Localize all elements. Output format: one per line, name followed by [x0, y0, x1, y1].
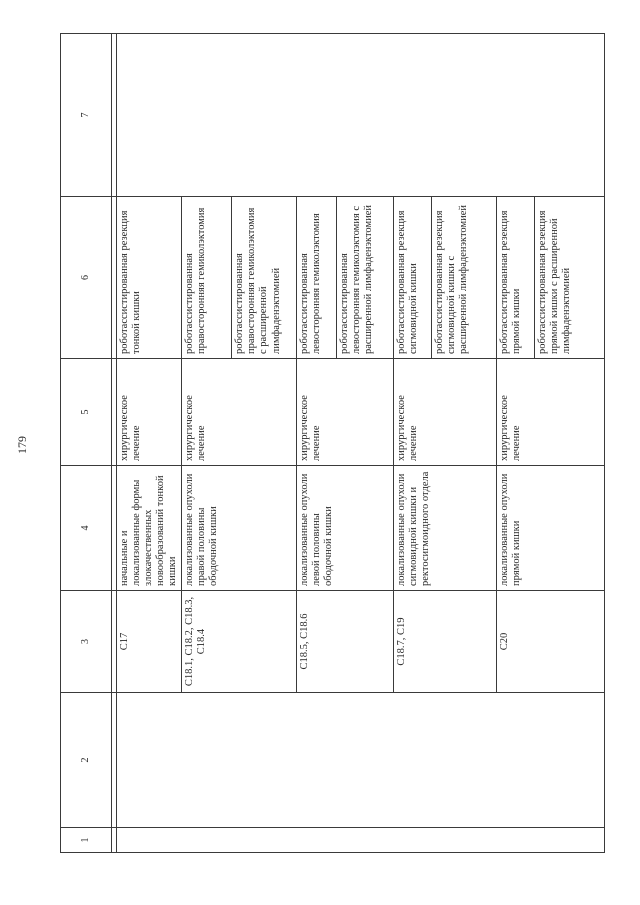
col7-empty-cell: [117, 34, 605, 197]
column-header-6: 6: [61, 197, 112, 359]
treatment-method: роботассистированная правосторонняя гемиколэктомия: [182, 197, 232, 359]
treatment-type: хирургическое лечение: [297, 359, 394, 466]
diagnosis-description: локализованные опухоли прямой кишки: [497, 466, 605, 591]
treatment-method: роботассистированная резекция сигмовидной кишки с расширенной лимфаденэктомией: [432, 197, 497, 359]
col2-empty-cell: [117, 693, 605, 828]
column-header-7: 7: [61, 34, 112, 197]
page-number: 179: [15, 436, 29, 454]
treatment-method: роботассистированная левосторонняя гемиколэктомия: [297, 197, 337, 359]
treatment-type: хирургическое лечение: [182, 359, 297, 466]
treatment-method: роботассистированная резекция сигмовидной кишки: [394, 197, 432, 359]
treatment-type: хирургическое лечение: [497, 359, 605, 466]
treatment-method: роботассистированная правосторонняя гемиколэктомия с расширенной лимфаденэктомией: [232, 197, 297, 359]
diagnosis-code: C17: [117, 591, 182, 693]
column-header-2: 2: [61, 693, 112, 828]
treatment-type: хирургическое лечение: [117, 359, 182, 466]
treatment-type: хирургическое лечение: [394, 359, 497, 466]
diagnosis-description: локализованные опухоли сигмовидной кишки и ректосигмоидного отдела: [394, 466, 497, 591]
diagnosis-description: локализованные опухоли правой половины ободочной кишки: [182, 466, 297, 591]
treatment-method: роботассистированная резекция прямой кишки с расширенной лимфаденэктомией: [535, 197, 605, 359]
table-wrapper: [60, 34, 587, 853]
diagnosis-description: начальные и локализованные формы злокачественных новообразований тонкой кишки: [117, 466, 182, 591]
diagnosis-code: C18.5, C18.6: [297, 591, 394, 693]
diagnosis-code: C18.1, C18.2, C18.3, C18.4: [182, 591, 297, 693]
treatment-method: роботассистированная левосторонняя гемиколэктомия с расширенной лимфаденэктомией: [337, 197, 394, 359]
treatment-method: роботассистированная резекция тонкой кишки: [117, 197, 182, 359]
table-row: [117, 34, 182, 853]
column-header-1: 1: [61, 828, 112, 853]
col1-empty-cell: [117, 828, 605, 853]
column-header-5: 5: [61, 359, 112, 466]
treatment-method: роботассистированная резекция прямой кишки: [497, 197, 535, 359]
treatment-table: [60, 33, 605, 853]
diagnosis-code: C18.7, C19: [394, 591, 497, 693]
header-row: [61, 34, 112, 853]
column-header-3: 3: [61, 591, 112, 693]
diagnosis-description: локализованные опухоли левой половины ободочной кишки: [297, 466, 394, 591]
column-header-4: 4: [61, 466, 112, 591]
diagnosis-code: C20: [497, 591, 605, 693]
